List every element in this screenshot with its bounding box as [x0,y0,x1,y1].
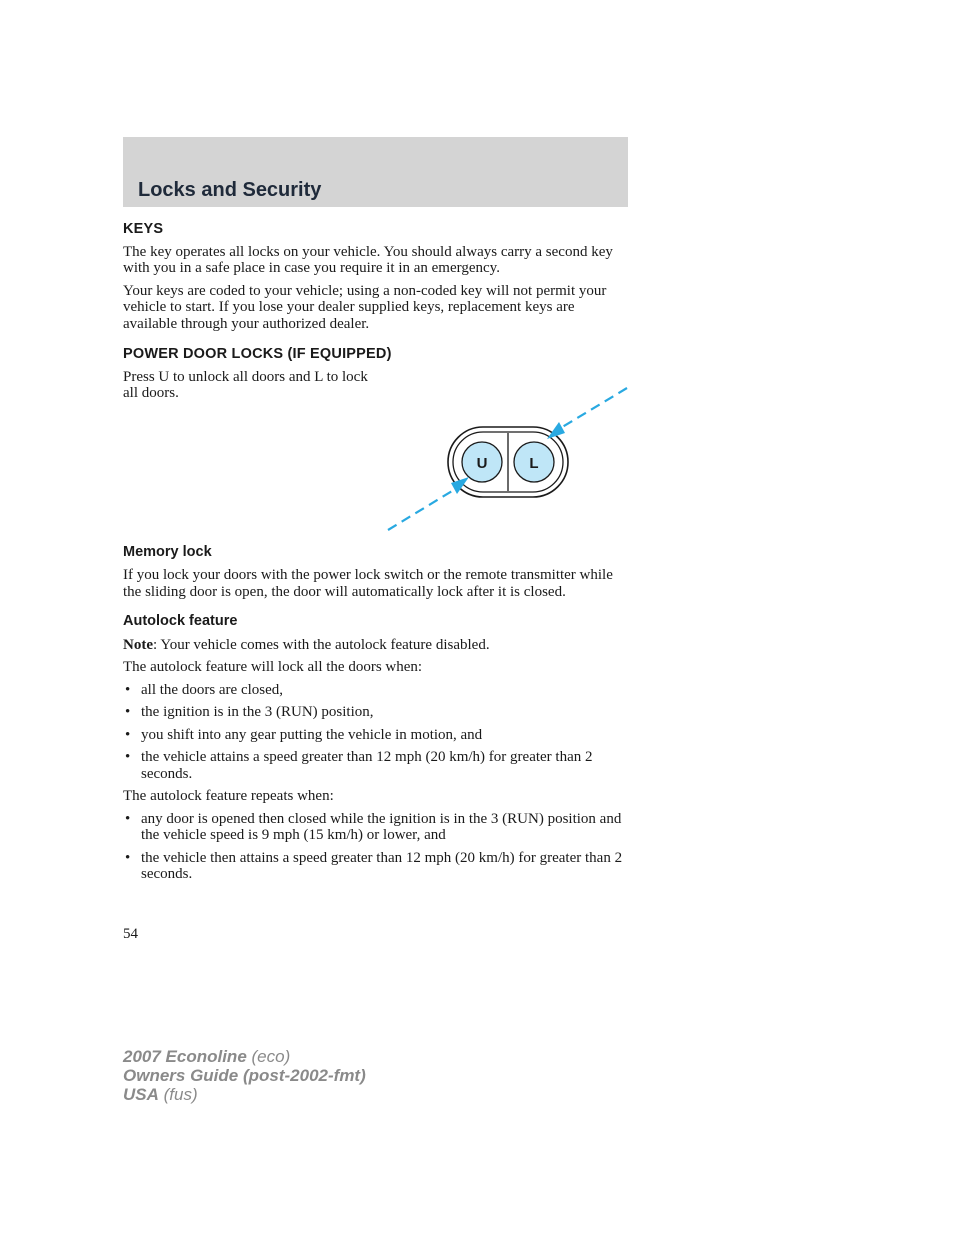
keys-heading: KEYS [123,221,164,237]
list-item: • the vehicle then attains a speed greater than 12 mph (20 km/h) for greater than 2 seconds. [123,850,628,883]
autolock-intro: The autolock feature will lock all the doors when: [123,659,423,675]
footer-model: 2007 Econoline [123,1047,247,1066]
power-locks-paragraph: Press U to unlock all doors and L to lock all doors. [123,368,368,401]
page-number: 54 [123,926,138,942]
footer-region: USA [123,1085,159,1104]
list-item: • you shift into any gear putting the vehicle in motion, and [123,727,628,744]
memory-lock-heading: Memory lock [123,543,212,560]
autolock-note [123,637,628,654]
power-lock-switch-illustration [385,385,630,533]
autolock-repeat-intro: The autolock feature repeats when: [123,788,334,804]
list-item: • the ignition is in the 3 (RUN) position, [123,704,628,721]
unlock-button [462,442,502,482]
keys-paragraph-1: The key operates all locks on your vehicle. You should always carry a second key with you in a safe place in case you require it in an emergency. [123,243,613,276]
autolock-conditions-list [123,682,628,783]
autolock-heading: Autolock feature [123,613,238,629]
unlock-label: U [476,455,488,472]
memory-lock-paragraph: If you lock your doors with the power lock switch or the remote transmitter while the sliding door is open, the door will automatically lock after it is closed. [123,567,613,600]
autolock-repeat-list [123,811,628,883]
footer-region-code: (fus) [163,1085,198,1104]
power-locks-heading: POWER DOOR LOCKS (IF EQUIPPED) [123,346,392,362]
unlock-pointer-arrow [388,477,469,530]
lock-label: L [529,455,539,472]
note-label: Note [123,636,153,653]
footer-guide: Owners Guide (post-2002-fmt) [123,1066,366,1085]
list-item: • any door is opened then closed while the ignition is in the 3 (RUN) position and the vehicle speed is 9 mph (15 km/h) or lower, and [123,811,628,844]
list-item: • the vehicle attains a speed greater than 12 mph (20 km/h) for greater than 2 seconds. [123,749,628,782]
list-item: • all the doors are closed, [123,682,628,699]
section-title: Locks and Security [138,179,322,201]
note-text: : Your vehicle comes with the autolock feature disabled. [153,636,490,653]
footer-model-code: (eco) [251,1047,291,1066]
section-header [123,137,628,207]
page-content [123,221,628,889]
document-footer [123,1047,366,1104]
keys-paragraph-2: Your keys are coded to your vehicle; using a non-coded key will not permit your vehicle to start. If you lose your dealer supplied keys, replacement keys are available through your authorized dealer. [123,282,607,332]
lock-pointer-arrow [547,388,627,439]
lock-button [514,442,554,482]
